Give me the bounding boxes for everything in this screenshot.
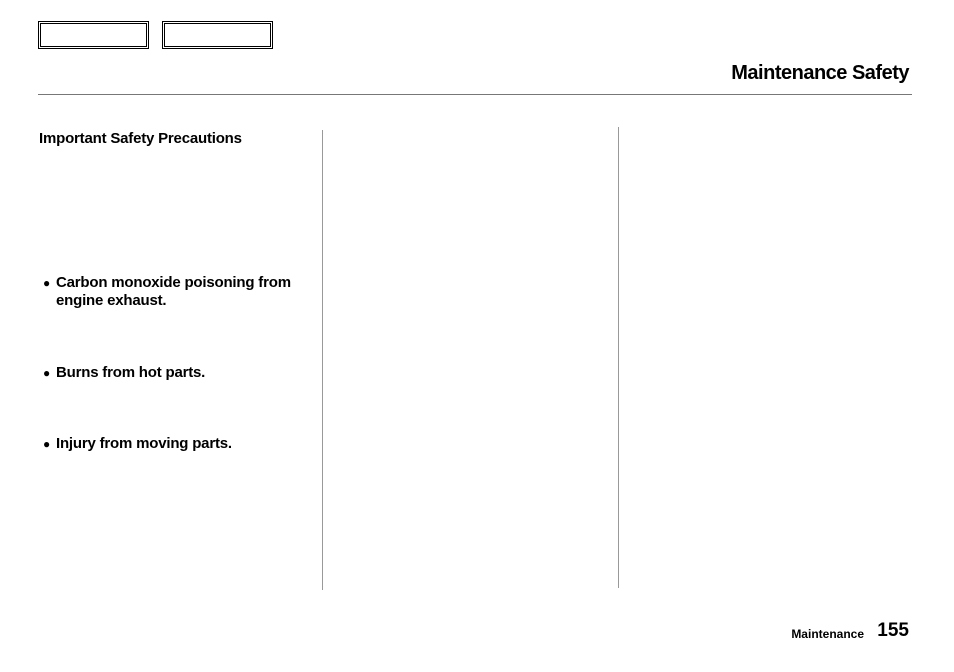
column-divider-left — [322, 130, 323, 590]
hazard-text: Injury from moving parts. — [56, 435, 232, 452]
hazard-list-item — [43, 364, 313, 382]
page-title: Maintenance Safety — [731, 62, 909, 84]
footer-section-label: Maintenance — [791, 627, 864, 641]
bullet-icon: ● — [43, 276, 51, 290]
previous-page-button[interactable] — [38, 21, 149, 49]
hazard-text: Burns from hot parts. — [56, 364, 206, 381]
bullet-icon: ● — [43, 366, 51, 380]
section-heading: Important Safety Precautions — [39, 130, 242, 147]
column-divider-right — [618, 127, 619, 588]
hazard-list-item — [43, 274, 313, 310]
hazard-text: Carbon monoxide poisoning from engine exhaust. — [56, 274, 291, 309]
next-page-button[interactable] — [162, 21, 273, 49]
hazard-list-item — [43, 435, 313, 453]
page-number: 155 — [877, 620, 909, 641]
bullet-icon: ● — [43, 437, 51, 451]
header-divider — [38, 94, 912, 95]
